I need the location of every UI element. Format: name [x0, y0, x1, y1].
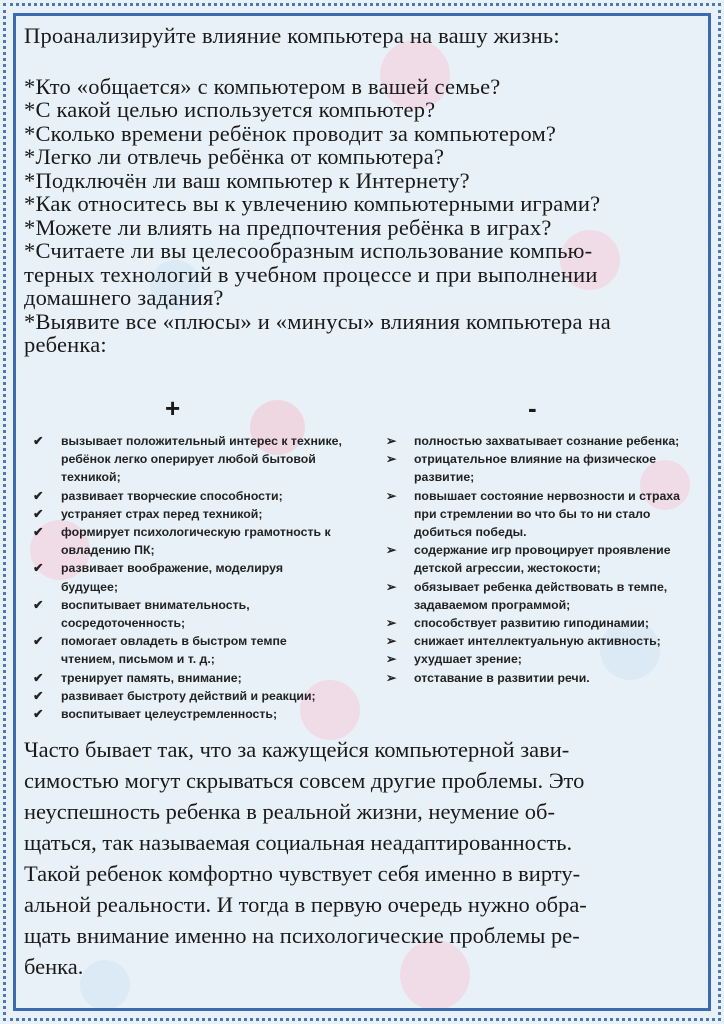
- list-item-text: содержание игр провоцирует проявление: [414, 543, 671, 558]
- question-line: *С какой целью используется компьютер?: [24, 97, 436, 122]
- list-item-text: воспитывает целеустремленность;: [61, 707, 278, 722]
- arrow-icon: ➢: [386, 670, 397, 685]
- check-icon: ✔: [33, 488, 44, 503]
- list-item-text: снижает интеллектуальную активность;: [414, 634, 661, 649]
- pros-list: [33, 432, 342, 723]
- arrow-icon: ➢: [386, 634, 397, 649]
- paragraph-line: щать внимание именно на психологические проблемы ре-: [24, 923, 580, 948]
- question-line: терных технологий в учебном процессе и при выполнении: [24, 261, 598, 287]
- question-line: *Можете ли влиять на предпочтения ребёнка в играх?: [24, 214, 552, 240]
- list-item: [386, 432, 680, 450]
- paragraph-line: Часто бывает так, что за кажущейся компьютерной зави-: [24, 737, 570, 762]
- paragraph-line: щаться, так называемая социальная неадаптированность.: [24, 830, 573, 855]
- list-item: [386, 669, 680, 687]
- list-item-text: воспитывает внимательность,: [61, 597, 250, 612]
- check-icon: ✔: [33, 597, 44, 612]
- heading: Проанализируйте влияние компьютера на вашу жизнь:: [24, 23, 560, 48]
- list-item: [33, 705, 342, 723]
- question-line: *Подключён ли ваш компьютер к Интернету?: [24, 167, 470, 193]
- list-item-text: развивает воображение, моделируя: [61, 561, 284, 576]
- list-item: [33, 432, 342, 487]
- list-item-text: развивает быстроту действий и реакции;: [61, 688, 316, 703]
- check-icon: ✔: [33, 707, 44, 722]
- list-item-text: будущее;: [61, 579, 118, 594]
- list-item-text: формирует психологическую грамотность к: [61, 525, 331, 540]
- list-item-text: полностью захватывает сознание ребенка;: [414, 434, 680, 448]
- minus-heading: -: [528, 393, 537, 423]
- list-item: [33, 596, 342, 632]
- list-item: [33, 523, 342, 559]
- list-item-text: повышает состояние нервозности и страха: [414, 488, 680, 503]
- list-item-text: чтением, письмом и т. д.;: [61, 652, 215, 667]
- list-item-text: техникой;: [61, 470, 121, 485]
- question-line: *Выявите все «плюсы» и «минусы» влияния компьютера на: [24, 308, 611, 334]
- question-line: *Сколько времени ребёнок проводит за компьютером?: [24, 120, 557, 146]
- list-item-text: способствует развитию гиподинамии;: [414, 616, 649, 631]
- paragraph-line: неуспешность ребенка в реальной жизни, неумение об-: [24, 799, 555, 824]
- check-icon: ✔: [33, 525, 44, 540]
- list-item-text: добиться победы.: [414, 525, 527, 540]
- question-line: *Кто «общается» с компьютером в вашей семье?: [24, 73, 501, 99]
- question-line: ребенка:: [24, 332, 107, 357]
- paragraph-line: бенка.: [24, 954, 84, 979]
- list-item: [386, 650, 680, 668]
- question-line: *Считаете ли вы целесообразным использование компью-: [24, 238, 593, 263]
- question-line: *Легко ли отвлечь ребёнка от компьютера?: [24, 144, 445, 169]
- arrow-icon: ➢: [386, 434, 397, 448]
- arrow-icon: ➢: [386, 652, 397, 667]
- list-item-text: при стремлении во что бы то ни стало: [414, 506, 651, 521]
- list-item-text: помогает овладеть в быстром темпе: [61, 634, 287, 649]
- arrow-icon: ➢: [386, 488, 397, 503]
- arrow-icon: ➢: [386, 452, 397, 467]
- list-item-text: развитие;: [414, 470, 475, 485]
- list-item: [386, 632, 680, 650]
- list-item: [33, 687, 342, 705]
- paragraph-line: симостью могут скрываться совсем другие проблемы. Это: [24, 768, 585, 793]
- list-item: [33, 505, 342, 523]
- list-item-text: сосредоточенность;: [61, 616, 186, 631]
- list-item-text: отставание в развитии речи.: [414, 670, 590, 685]
- list-item-text: ребёнок легко оперирует любой бытовой: [61, 452, 316, 467]
- arrow-icon: ➢: [386, 579, 397, 594]
- plus-heading: +: [165, 393, 181, 423]
- conclusion-paragraph: [24, 734, 587, 982]
- check-icon: ✔: [33, 670, 44, 685]
- list-item-text: овладению ПК;: [61, 543, 155, 558]
- list-item-text: развивает творческие способности;: [61, 488, 283, 503]
- paragraph-line: альной реальности. И тогда в первую очередь нужно обра-: [24, 892, 587, 917]
- list-item-text: вызывает положительный интерес к технике,: [61, 434, 342, 448]
- list-item: [386, 541, 680, 577]
- list-item-text: тренирует память, внимание;: [61, 670, 242, 685]
- question-line: *Как относитесь вы к увлечению компьютерными играми?: [24, 191, 601, 216]
- list-item: [386, 450, 680, 486]
- list-item-text: отрицательное влияние на физическое: [414, 452, 657, 467]
- question-line: домашнего задания?: [24, 285, 224, 310]
- list-item: [386, 578, 680, 614]
- check-icon: ✔: [33, 688, 44, 703]
- check-icon: ✔: [33, 506, 44, 521]
- check-icon: ✔: [33, 434, 44, 448]
- list-item: [33, 632, 342, 668]
- list-item-text: ухудшает зрение;: [414, 652, 522, 667]
- list-item: [386, 614, 680, 632]
- arrow-icon: ➢: [386, 543, 397, 558]
- cons-list: [386, 432, 680, 687]
- list-item-text: детской агрессии, жестокости;: [414, 561, 601, 576]
- list-item: [33, 559, 342, 595]
- check-icon: ✔: [33, 561, 44, 576]
- questions-block: [24, 24, 704, 357]
- list-item-text: устраняет страх перед техникой;: [61, 506, 263, 521]
- list-item: [33, 669, 342, 687]
- arrow-icon: ➢: [386, 616, 397, 631]
- list-item: [386, 487, 680, 542]
- list-item: [33, 487, 342, 505]
- list-item-text: обязывает ребенка действовать в темпе,: [414, 579, 668, 594]
- paragraph-line: Такой ребенок комфортно чувствует себя именно в вирту-: [24, 861, 581, 886]
- check-icon: ✔: [33, 634, 44, 649]
- list-item-text: задаваемом программой;: [414, 597, 571, 612]
